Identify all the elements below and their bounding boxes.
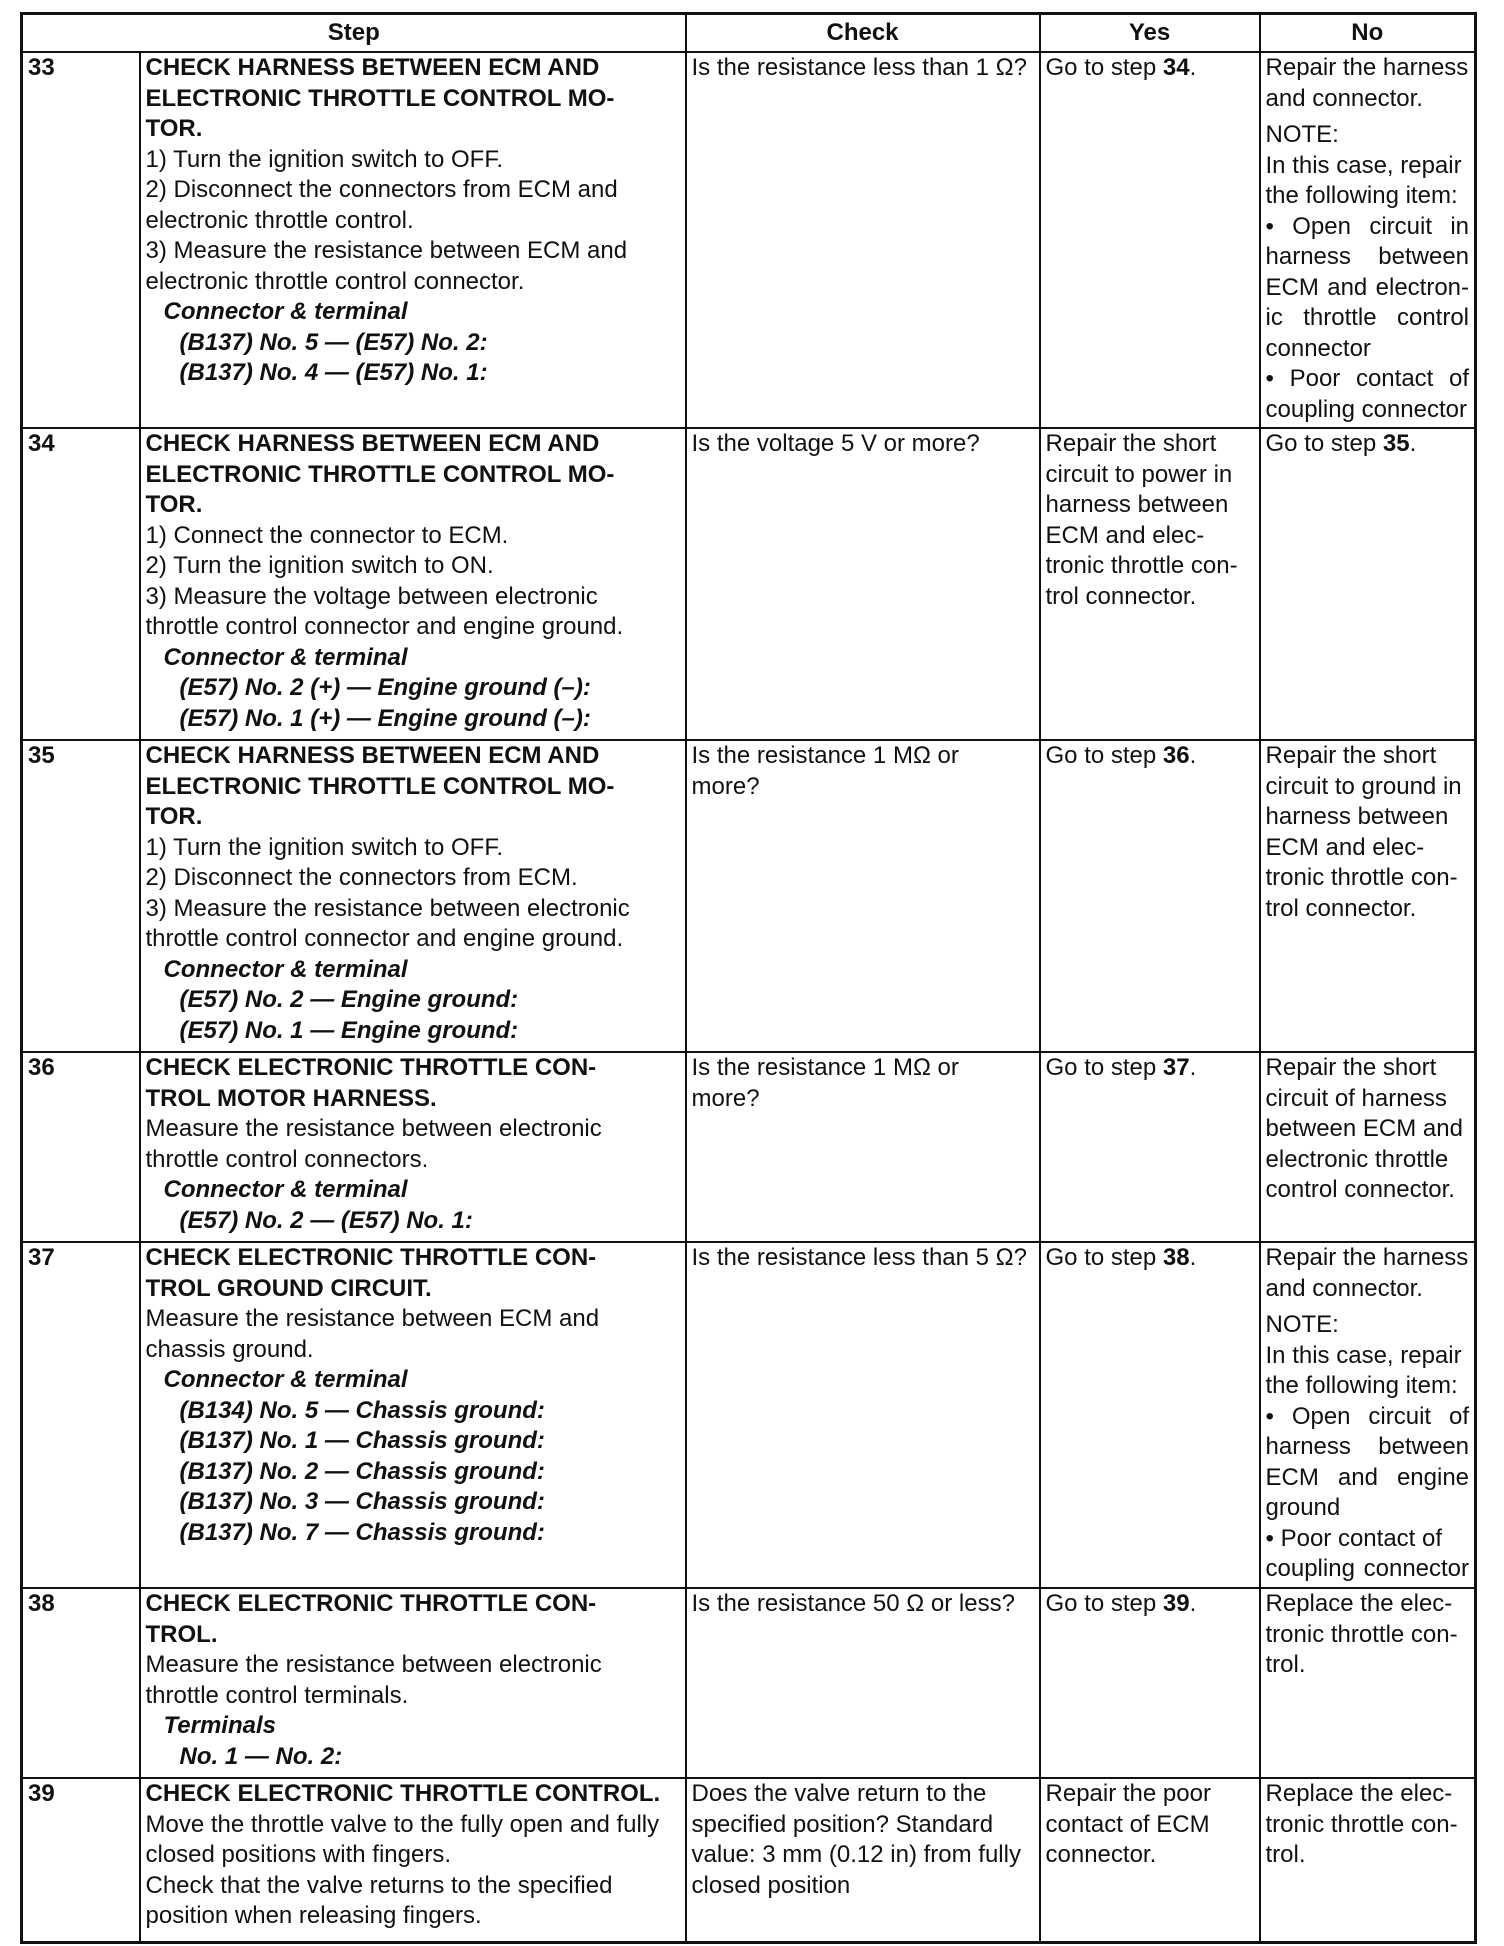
check-question-line: specified position? Standard [691, 1810, 994, 1838]
yes-action-line: harness between [1045, 491, 1229, 518]
step-number: 35 [22, 740, 140, 1052]
yes-goto-text: Go to step [1045, 54, 1163, 81]
step-instruction-line: 3) Measure the voltage between electronic [145, 582, 598, 610]
yes-goto-text: Go to step [1045, 1054, 1163, 1081]
no-action-line: coupling connector [1265, 1555, 1470, 1582]
no-action-line: harness between [1265, 1433, 1470, 1460]
step-number: 39 [22, 1778, 140, 1942]
yes-goto-suffix: . [1189, 54, 1197, 81]
no-action-line: In this case, repair [1265, 151, 1462, 179]
no-action-line: trol. [1265, 1651, 1306, 1678]
check-cell [686, 1052, 1040, 1242]
no-action-line: Repair the harness [1265, 1244, 1469, 1271]
connector-terminal-item: No. 1 — No. 2: [179, 1742, 343, 1770]
connector-terminal-item: (B137) No. 1 — Chassis ground: [179, 1427, 545, 1454]
no-action-line: and connector. [1265, 1274, 1423, 1302]
yes-goto-line [1046, 1589, 1254, 1620]
no-action-line: Replace the elec- [1265, 1590, 1453, 1617]
yes-goto-step: 34 [1162, 54, 1190, 81]
step-description [140, 1242, 686, 1588]
yes-goto-step: 36 [1162, 742, 1190, 769]
connector-terminal-label: Connector & terminal [163, 298, 408, 325]
no-action-line: In this case, repair [1265, 1341, 1462, 1369]
yes-goto-line [1046, 741, 1254, 772]
no-cell [1260, 1588, 1476, 1778]
step-instruction-line: electronic throttle control connector. [145, 267, 525, 295]
no-action-line: electronic throttle [1265, 1145, 1449, 1173]
no-goto-suffix: . [1409, 430, 1417, 457]
step-number: 36 [22, 1052, 140, 1242]
no-action-line: • Open circuit in [1265, 212, 1470, 240]
connector-terminal-label: Connector & terminal [163, 955, 408, 983]
step-title-line: ELECTRONIC THROTTLE CONTROL MO- [145, 84, 615, 112]
check-question-line: Is the resistance 1 MΩ or [691, 1054, 959, 1081]
no-action-line: • Poor contact of [1265, 1524, 1443, 1552]
step-instruction-line: 3) Measure the resistance between electronic [145, 894, 630, 922]
step-instruction-line: 1) Turn the ignition switch to OFF. [145, 145, 503, 173]
check-question-line: more? [691, 772, 760, 800]
step-title-line: CHECK HARNESS BETWEEN ECM AND [145, 742, 600, 769]
connector-terminal-item: (B137) No. 5 — (E57) No. 2: [179, 328, 488, 356]
no-cell [1260, 1242, 1476, 1588]
step-number: 34 [22, 428, 140, 740]
step-instruction-line: Measure the resistance between electronic [145, 1651, 602, 1678]
connector-terminal-item: (E57) No. 1 — Engine ground: [179, 1016, 519, 1044]
no-cell [1260, 740, 1476, 1052]
yes-goto-suffix: . [1189, 742, 1197, 769]
no-goto-step: 35 [1382, 430, 1410, 457]
yes-goto-line [1046, 1053, 1254, 1084]
yes-action-line: connector. [1045, 1841, 1157, 1868]
no-action-line: Repair the short [1265, 742, 1437, 769]
check-cell [686, 740, 1040, 1052]
check-question-line: Is the resistance 50 Ω or less? [691, 1590, 1015, 1617]
check-cell [686, 1242, 1040, 1588]
step-instruction-line: Check that the valve returns to the specified [145, 1871, 613, 1899]
no-action-line: tronic throttle con- [1265, 864, 1458, 891]
no-action-line: tronic throttle con- [1265, 1620, 1458, 1648]
check-question-line: Is the resistance less than 5 Ω? [691, 1244, 1027, 1271]
yes-goto-suffix: . [1189, 1590, 1197, 1617]
table-row [22, 428, 1476, 740]
no-action-line: between ECM and [1265, 1115, 1463, 1142]
step-instruction-line: Measure the resistance between ECM and [145, 1305, 600, 1332]
step-title-line: TROL GROUND CIRCUIT. [145, 1274, 432, 1302]
step-description [140, 428, 686, 740]
header-check: Check [686, 14, 1040, 53]
step-title-line: CHECK ELECTRONIC THROTTLE CON- [145, 1244, 597, 1271]
step-title-line: TOR. [145, 491, 203, 518]
step-title-line: CHECK ELECTRONIC THROTTLE CONTROL. [145, 1780, 661, 1807]
step-instruction-line: throttle control connector and engine ground. [145, 925, 624, 952]
step-description [140, 740, 686, 1052]
yes-cell [1040, 52, 1260, 428]
no-cell [1260, 52, 1476, 428]
step-description [140, 1588, 686, 1778]
yes-goto-line [1046, 53, 1254, 84]
connector-terminal-label: Connector & terminal [163, 643, 408, 671]
yes-goto-text: Go to step [1045, 742, 1163, 769]
step-instruction-line: position when releasing fingers. [145, 1902, 482, 1929]
no-action-line: ECM and engine [1265, 1463, 1470, 1491]
header-yes: Yes [1040, 14, 1260, 53]
check-cell [686, 1588, 1040, 1778]
table-header-row [22, 14, 1476, 53]
yes-action-line: Repair the poor [1045, 1780, 1211, 1807]
yes-action-line: ECM and elec- [1045, 521, 1205, 549]
yes-goto-line [1046, 1243, 1254, 1274]
check-cell [686, 1778, 1040, 1942]
yes-cell [1040, 1778, 1260, 1942]
no-action-line: control connector. [1265, 1176, 1455, 1203]
yes-cell [1040, 1588, 1260, 1778]
yes-cell [1040, 428, 1260, 740]
check-cell [686, 428, 1040, 740]
no-action-line: ECM and electron- [1265, 273, 1470, 301]
no-action-line: circuit to ground in [1265, 772, 1462, 800]
yes-goto-suffix: . [1189, 1054, 1197, 1081]
yes-goto-text: Go to step [1045, 1590, 1163, 1617]
no-action-line: tronic throttle con- [1265, 1810, 1458, 1838]
step-instruction-line: 1) Turn the ignition switch to OFF. [145, 833, 503, 861]
connector-terminal-label: Connector & terminal [163, 1176, 408, 1203]
step-instruction-line: 2) Disconnect the connectors from ECM. [145, 864, 578, 891]
table-row [22, 1778, 1476, 1942]
step-instruction-line: electronic throttle control. [145, 206, 414, 234]
check-question-line: more? [691, 1084, 760, 1112]
connector-terminal-label: Terminals [163, 1712, 276, 1739]
no-action-line: trol connector. [1265, 894, 1417, 922]
step-title-line: CHECK ELECTRONIC THROTTLE CON- [145, 1590, 597, 1617]
yes-goto-step: 38 [1162, 1244, 1190, 1271]
table-row [22, 1052, 1476, 1242]
step-instruction-line: throttle control connector and engine ground. [145, 613, 624, 640]
table-body [22, 52, 1476, 1942]
no-action-line: ground [1265, 1494, 1341, 1521]
no-action-line: NOTE: [1265, 1311, 1339, 1338]
table-row [22, 52, 1476, 428]
step-instruction-line: closed positions with fingers. [145, 1841, 451, 1868]
no-action-line: and connector. [1265, 84, 1423, 112]
no-action-line: • Poor contact of [1265, 365, 1470, 392]
step-description [140, 1052, 686, 1242]
no-action-line: coupling connector [1265, 395, 1467, 423]
yes-action-line: trol connector. [1045, 582, 1197, 610]
yes-goto-text: Go to step [1045, 1244, 1163, 1271]
connector-terminal-item: (E57) No. 1 (+) — Engine ground (–): [179, 704, 591, 732]
step-description [140, 1778, 686, 1942]
no-action-line: Replace the elec- [1265, 1780, 1453, 1807]
connector-terminal-item: (B134) No. 5 — Chassis ground: [179, 1396, 545, 1424]
step-instruction-line: throttle control connectors. [145, 1145, 429, 1173]
connector-terminal-item: (B137) No. 2 — Chassis ground: [179, 1457, 545, 1485]
no-action-line: connector [1265, 334, 1371, 362]
no-goto-text: Go to step [1265, 430, 1383, 457]
check-question-line: closed position [691, 1871, 851, 1899]
no-cell [1260, 428, 1476, 740]
check-question-line: value: 3 mm (0.12 in) from fully [691, 1841, 1021, 1868]
connector-terminal-item: (E57) No. 2 — Engine ground: [179, 986, 519, 1013]
step-title-line: TROL MOTOR HARNESS. [145, 1084, 437, 1112]
no-action-line: trol. [1265, 1841, 1306, 1868]
check-question-line: Is the resistance less than 1 Ω? [691, 54, 1027, 81]
step-number: 38 [22, 1588, 140, 1778]
check-question-line: Is the resistance 1 MΩ or [691, 742, 959, 769]
no-action-line: NOTE: [1265, 121, 1339, 148]
step-title-line: CHECK ELECTRONIC THROTTLE CON- [145, 1054, 597, 1081]
no-action-line: circuit of harness [1265, 1084, 1447, 1112]
yes-cell [1040, 1052, 1260, 1242]
step-instruction-line: 1) Connect the connector to ECM. [145, 521, 509, 549]
step-instruction-line: 2) Turn the ignition switch to ON. [145, 552, 494, 579]
no-action-line: Repair the short [1265, 1054, 1437, 1081]
step-instruction-line: chassis ground. [145, 1335, 314, 1363]
step-instruction-line: throttle control terminals. [145, 1681, 409, 1709]
yes-cell [1040, 740, 1260, 1052]
no-action-line: the following item: [1265, 1372, 1458, 1399]
no-cell [1260, 1778, 1476, 1942]
yes-action-line: Repair the short [1045, 430, 1217, 457]
step-number: 37 [22, 1242, 140, 1588]
step-title-line: TOR. [145, 115, 203, 142]
step-title-line: TROL. [145, 1620, 218, 1648]
no-goto-line [1266, 429, 1470, 460]
step-title-line: TOR. [145, 803, 203, 830]
header-no: No [1260, 14, 1476, 53]
diagnostic-table [20, 12, 1477, 1944]
no-action-line: harness between [1265, 243, 1470, 270]
connector-terminal-label: Connector & terminal [163, 1366, 408, 1393]
check-cell [686, 52, 1040, 428]
yes-goto-step: 39 [1162, 1590, 1190, 1617]
no-action-line: harness between [1265, 803, 1449, 830]
yes-cell [1040, 1242, 1260, 1588]
table-row [22, 1242, 1476, 1588]
table-row [22, 1588, 1476, 1778]
yes-goto-step: 37 [1162, 1054, 1190, 1081]
no-action-line: the following item: [1265, 182, 1458, 209]
step-description [140, 52, 686, 428]
header-step: Step [22, 14, 686, 53]
step-instruction-line: 2) Disconnect the connectors from ECM and [145, 176, 618, 203]
step-instruction-line: Measure the resistance between electronic [145, 1115, 602, 1142]
step-number: 33 [22, 52, 140, 428]
connector-terminal-item: (E57) No. 2 — (E57) No. 1: [179, 1206, 473, 1234]
step-title-line: CHECK HARNESS BETWEEN ECM AND [145, 54, 600, 81]
no-action-line: ECM and elec- [1265, 833, 1425, 861]
step-title-line: CHECK HARNESS BETWEEN ECM AND [145, 430, 600, 457]
connector-terminal-item: (E57) No. 2 (+) — Engine ground (–): [179, 674, 591, 701]
connector-terminal-item: (B137) No. 3 — Chassis ground: [179, 1488, 545, 1515]
yes-action-line: contact of ECM [1045, 1810, 1210, 1838]
no-action-line: ic throttle control [1265, 304, 1470, 331]
step-instruction-line: Move the throttle valve to the fully open and fully [145, 1810, 660, 1838]
no-action-line: • Open circuit of [1265, 1402, 1470, 1430]
step-title-line: ELECTRONIC THROTTLE CONTROL MO- [145, 460, 615, 488]
check-question-line: Is the voltage 5 V or more? [691, 430, 980, 457]
yes-goto-suffix: . [1189, 1244, 1197, 1271]
step-instruction-line: 3) Measure the resistance between ECM and [145, 237, 628, 264]
step-title-line: ELECTRONIC THROTTLE CONTROL MO- [145, 772, 615, 800]
connector-terminal-item: (B137) No. 7 — Chassis ground: [179, 1518, 545, 1546]
no-cell [1260, 1052, 1476, 1242]
no-action-line: Repair the harness [1265, 54, 1469, 81]
connector-terminal-item: (B137) No. 4 — (E57) No. 1: [179, 359, 488, 386]
table-row [22, 740, 1476, 1052]
check-question-line: Does the valve return to the [691, 1780, 987, 1807]
yes-action-line: circuit to power in [1045, 460, 1233, 488]
yes-action-line: tronic throttle con- [1045, 552, 1238, 579]
